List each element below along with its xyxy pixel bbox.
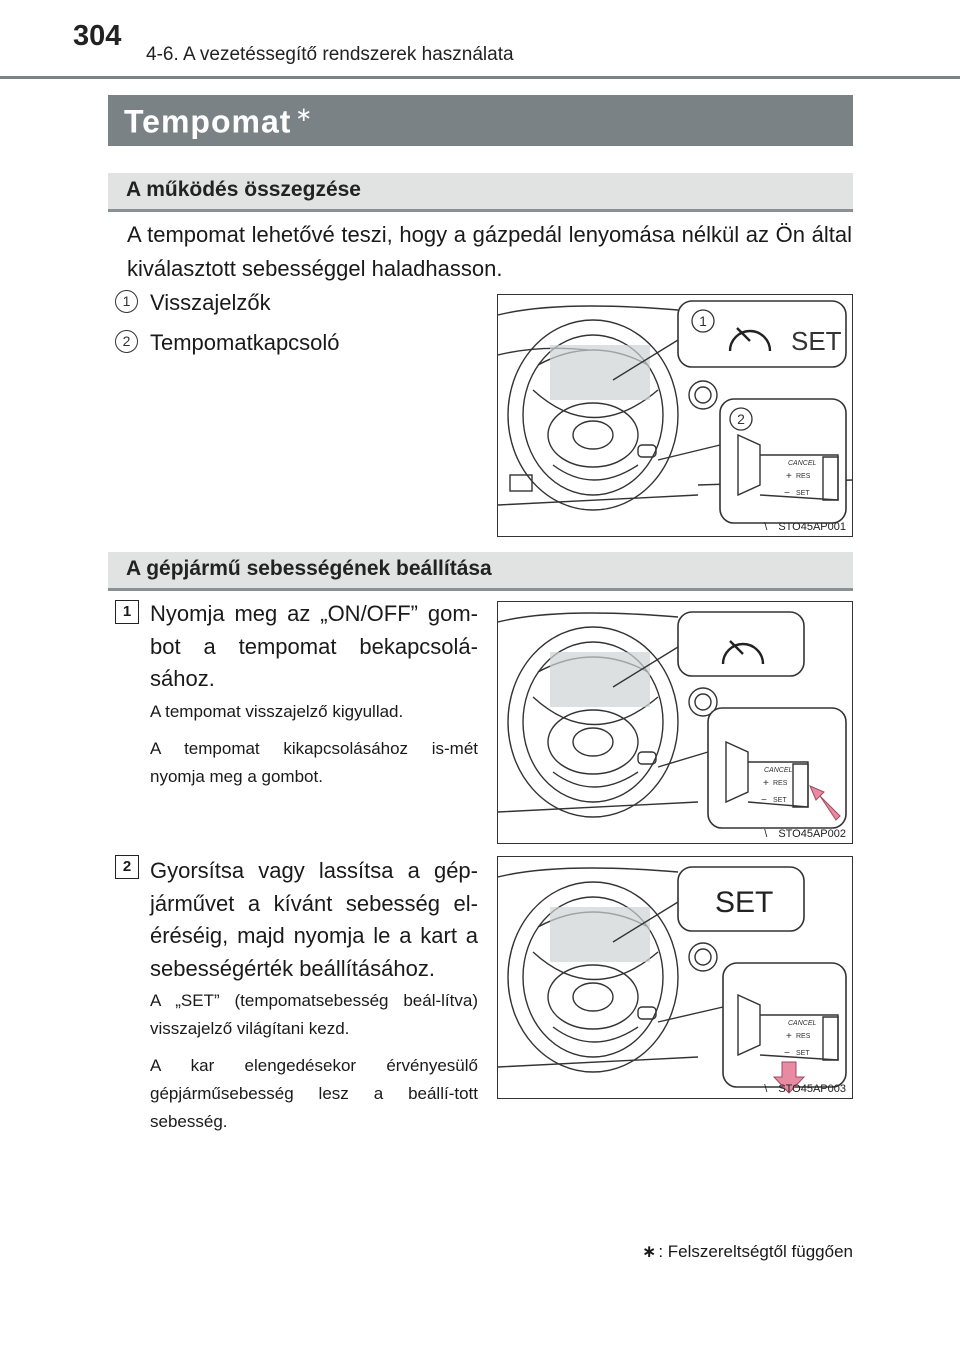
section-heading-text: A gépjármű sebességének beállítása xyxy=(126,557,492,580)
svg-text:SET: SET xyxy=(715,886,774,919)
callout-number: 2 xyxy=(115,330,138,353)
step-2-note: A kar elengedésekor érvényesülő gépjárműsebesség lesz a beállí-tott sebesség. xyxy=(150,1056,478,1131)
figure-code: \ STO45AP002 xyxy=(764,828,846,840)
step-1-text: Nyomja meg az „ON/OFF” gom-bot a tempomat bekapcsolá-sához. xyxy=(150,601,478,691)
svg-text:CANCEL: CANCEL xyxy=(764,767,793,774)
svg-text:2: 2 xyxy=(737,411,745,427)
header-rule xyxy=(0,76,960,79)
page-title xyxy=(124,102,313,141)
step-2-note: A „SET” (tempomatsebesség beál-lítva) visszajelző világítani kezd. xyxy=(150,991,478,1038)
item-label-indicators: Visszajelzők xyxy=(150,290,271,315)
section-title-bar xyxy=(108,95,853,146)
equipment-star-icon: ∗ xyxy=(295,104,314,126)
footnote xyxy=(642,1242,853,1262)
svg-text:+: + xyxy=(786,471,792,482)
section-heading-overview xyxy=(108,173,853,212)
svg-text:SET: SET xyxy=(796,1050,810,1057)
step-1-note: A tempomat kikapcsolásához is-mét nyomja meg a gombot. xyxy=(150,739,478,786)
dashboard-illustration-onoff xyxy=(497,601,853,844)
callout-number: 1 xyxy=(115,290,138,313)
footnote-text: : Felszereltségtől függően xyxy=(658,1242,853,1261)
page-header xyxy=(0,0,960,80)
svg-text:RES: RES xyxy=(796,1033,811,1040)
svg-text:SET: SET xyxy=(796,490,810,497)
svg-text:+: + xyxy=(763,778,769,789)
svg-text:SET: SET xyxy=(773,797,787,804)
dashboard-drawing xyxy=(498,295,852,536)
section-heading-text: A működés összegzése xyxy=(126,178,361,201)
svg-text:SET: SET xyxy=(791,326,842,356)
item-label-cruise-switch: Tempomatkapcsoló xyxy=(150,330,340,355)
overview-paragraph: A tempomat lehetővé teszi, hogy a gázpedál lenyomása nélkül az Ön által kiválasztott sebességgel haladhasson. xyxy=(127,222,852,281)
svg-text:CANCEL: CANCEL xyxy=(788,460,817,467)
dashboard-illustration-overview xyxy=(497,294,853,537)
step-2-text: Gyorsítsa vagy lassítsa a gép-járművet a kívánt sebesség el-éréséig, majd nyomja le a kart a sebességérték beállításához. xyxy=(150,858,478,981)
svg-text:CANCEL: CANCEL xyxy=(788,1020,817,1027)
dashboard-drawing xyxy=(498,857,852,1098)
dashboard-drawing xyxy=(498,602,852,843)
svg-text:+: + xyxy=(786,1031,792,1042)
step-1-note: A tempomat visszajelző kigyullad. xyxy=(150,702,404,721)
step-number: 2 xyxy=(115,855,139,879)
svg-text:1: 1 xyxy=(699,313,707,329)
dashboard-illustration-set xyxy=(497,856,853,1099)
svg-text:−: − xyxy=(761,795,767,806)
page-title-text: Tempomat xyxy=(124,103,292,140)
footnote-star-icon: ∗ xyxy=(642,1242,657,1261)
svg-text:RES: RES xyxy=(796,473,811,480)
figure-code: \ STO45AP003 xyxy=(764,1083,846,1095)
chapter-title: 4-6. A vezetéssegítő rendszerek használata xyxy=(146,44,514,65)
svg-text:−: − xyxy=(784,488,790,499)
section-heading-set-speed xyxy=(108,552,853,591)
step-number: 1 xyxy=(115,600,139,624)
figure-code: \ STO45AP001 xyxy=(764,521,846,533)
svg-text:−: − xyxy=(784,1048,790,1059)
page-number: 304 xyxy=(73,20,122,52)
svg-text:RES: RES xyxy=(773,780,788,787)
